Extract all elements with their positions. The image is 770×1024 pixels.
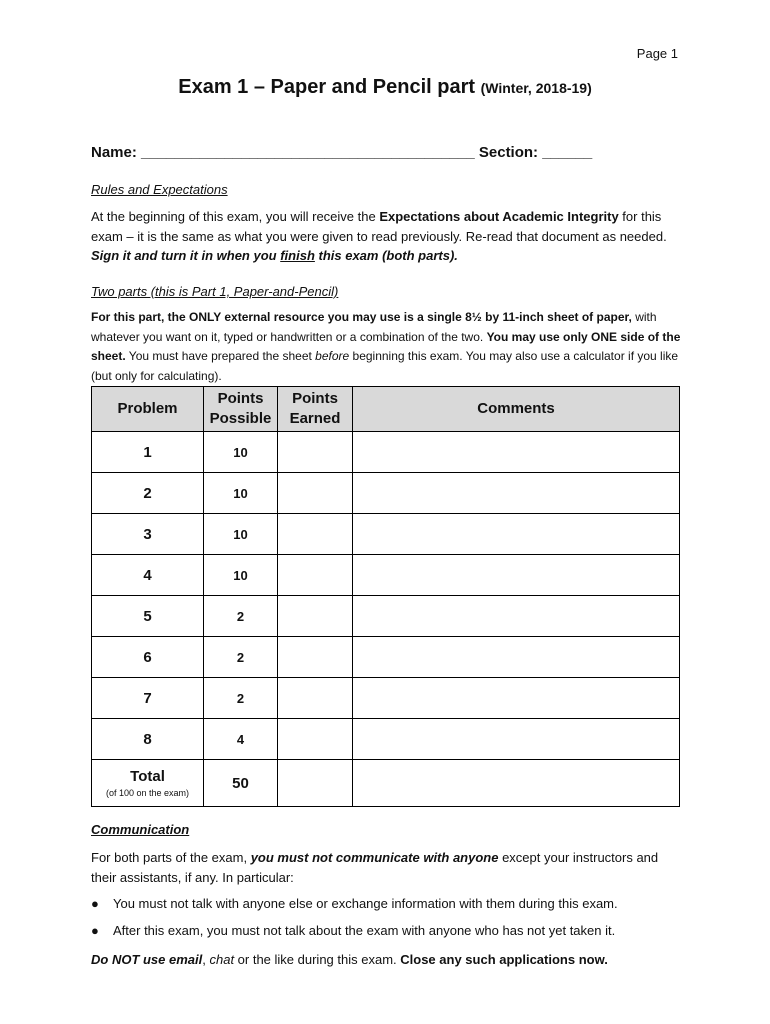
points-possible: 10 [204,473,278,514]
parts-text-3: You may use only ONE side of the sheet. [91,329,681,363]
final-text-5: Close any such applications now. [400,952,608,967]
parts-text-4: You must have prepared the sheet [125,349,316,363]
points-possible: 10 [204,514,278,555]
points-possible: 2 [204,596,278,637]
rules-text-2: Expectations about Academic Integrity [379,209,619,224]
comments-cell [353,678,680,719]
total-points-possible: 50 [204,760,278,807]
rules-text-4: Sign it and turn it in when you [91,248,281,263]
comments-cell [353,473,680,514]
bullet-text: You must not talk with anyone else or exchange information with them during this exam. [113,896,618,911]
final-text-4: or the like during this exam. [234,952,401,967]
parts-text-5: before [315,349,350,363]
list-item [91,896,618,911]
table-row [92,432,680,473]
list-item [91,923,615,938]
total-note: (of 100 on the exam) [105,788,190,798]
title-subtitle: (Winter, 2018-19) [480,80,592,96]
comments-cell [353,555,680,596]
final-text-2: , [202,952,210,967]
parts-text-6: beginning this exam. You may also use a calculator if you like (but only for calculating). [91,349,679,383]
points-earned-cell [278,432,353,473]
total-comments-cell [353,760,680,807]
table-row [92,719,680,760]
problem-number: 8 [92,719,204,760]
rules-text-6: this exam (both parts). [314,248,458,263]
comments-cell [353,637,680,678]
comments-cell [353,596,680,637]
comm-text-2: you must not communicate with anyone [250,850,499,865]
comments-cell [353,719,680,760]
header-points-earned: Points Earned [278,387,353,432]
header-problem: Problem [92,387,204,432]
points-earned-cell [278,514,353,555]
problem-number: 6 [92,637,204,678]
page-number: Page 1 [636,46,678,61]
comm-text-3: except your instructors and their assistants, if any. In particular: [91,850,659,885]
comm-text-1: For both parts of the exam, [91,850,251,865]
total-label: Total [130,768,165,785]
score-table-header [92,387,680,432]
points-earned-cell [278,719,353,760]
table-row [92,473,680,514]
communication-paragraph [91,848,681,887]
parts-heading: Two parts (this is Part 1, Paper-and-Pencil) [91,284,339,299]
problem-number: 2 [92,473,204,514]
page-title [0,76,770,99]
table-row [92,596,680,637]
points-earned-cell [278,473,353,514]
total-label-cell [92,760,204,807]
points-possible: 10 [204,555,278,596]
header-points-possible: Points Possible [204,387,278,432]
rules-text-1: At the beginning of this exam, you will receive the [91,209,380,224]
comments-cell [353,432,680,473]
table-row [92,678,680,719]
table-row [92,514,680,555]
parts-text-2: with whatever you want on it, typed or handwritten or a combination of the two. [91,310,657,344]
score-table [91,386,680,807]
comments-cell [353,514,680,555]
title-main: Exam 1 – Paper and Pencil part [178,76,476,98]
parts-text-1: For this part, the ONLY external resource you may use is a single 8½ by 11-inch sheet of paper, [91,310,632,324]
points-earned-cell [278,678,353,719]
problem-number: 4 [92,555,204,596]
total-points-earned-cell [278,760,353,807]
communication-heading: Communication [91,822,190,837]
final-text-1: Do NOT use email [91,952,203,967]
rules-text-5: finish [280,248,315,263]
rules-paragraph [91,207,681,266]
final-text-3: chat [209,952,235,967]
points-earned-cell [278,596,353,637]
header-comments: Comments [353,387,680,432]
total-row [92,760,680,807]
bullet-icon: ● [91,896,99,911]
parts-paragraph [91,308,681,386]
problem-number: 1 [92,432,204,473]
problem-number: 3 [92,514,204,555]
name-section-line: Name: ________________________________________ Section: ______ [91,144,593,161]
points-possible: 2 [204,637,278,678]
points-possible: 4 [204,719,278,760]
points-earned-cell [278,555,353,596]
points-possible: 2 [204,678,278,719]
problem-number: 7 [92,678,204,719]
bullet-text: After this exam, you must not talk about the exam with anyone who has not yet taken it. [113,923,616,938]
rules-text-3: for this exam – it is the same as what you were given to read previously. Re-read that document as needed. [91,209,667,244]
rules-heading: Rules and Expectations [91,182,228,197]
final-instruction [91,950,681,970]
points-earned-cell [278,637,353,678]
points-possible: 10 [204,432,278,473]
table-row [92,555,680,596]
bullet-icon: ● [91,923,99,938]
problem-number: 5 [92,596,204,637]
table-row [92,637,680,678]
